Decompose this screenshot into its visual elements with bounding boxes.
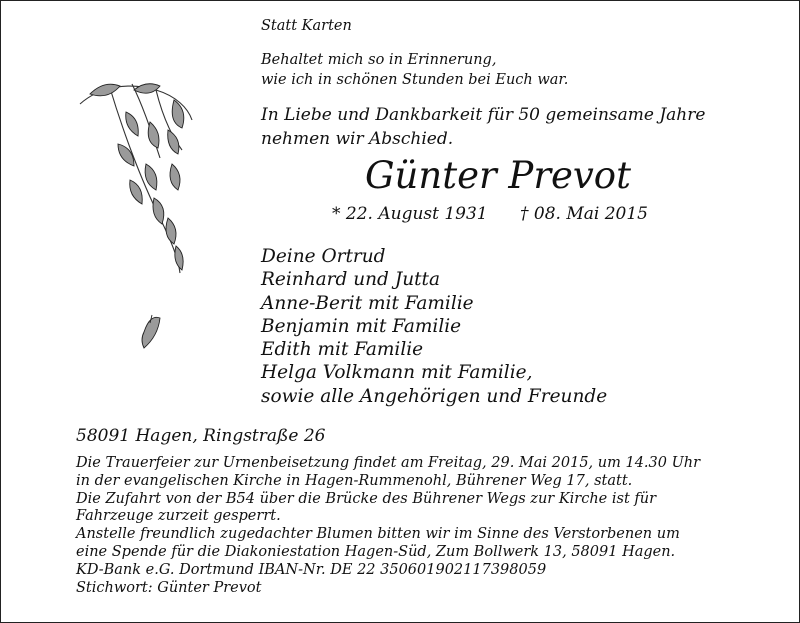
death-date: † 08. Mai 2015: [520, 204, 648, 224]
intro-line: In Liebe und Dankbarkeit für 50 gemeinsame Jahre: [261, 105, 706, 125]
deceased-name: Günter Prevot: [365, 154, 631, 197]
address: 58091 Hagen, Ringstraße 26: [76, 426, 326, 446]
mourner: sowie alle Angehörigen und Freunde: [261, 385, 608, 407]
mourner: Anne-Berit mit Familie: [261, 292, 474, 314]
funeral-details: [76, 455, 700, 597]
detail-line: Stichwort: Günter Prevot: [76, 579, 262, 596]
detail-line: Die Trauerfeier zur Urnenbeisetzung findet am Freitag, 29. Mai 2015, um 14.30 Uhr: [76, 455, 701, 471]
detail-line: Fahrzeuge zurzeit gesperrt.: [76, 508, 281, 525]
verse-line: Behaltet mich so in Erinnerung,: [261, 52, 497, 68]
detail-line: Anstelle freundlich zugedachter Blumen bitten wir im Sinne des Verstorbenen um: [76, 526, 680, 543]
detail-line: KD-Bank e.G. Dortmund IBAN-Nr. DE 22 350601902117398059: [76, 561, 547, 578]
mourner: Deine Ortrud: [261, 246, 386, 267]
birth-date: * 22. August 1931: [332, 204, 488, 224]
intro-line: nehmen wir Abschied.: [261, 129, 454, 149]
statt-karten: Statt Karten: [261, 18, 352, 34]
mourner: Reinhard und Jutta: [261, 269, 441, 291]
mourner: Helga Volkmann mit Familie,: [261, 362, 533, 384]
detail-line: eine Spende für die Diakoniestation Hagen-Süd, Zum Bollwerk 13, 58091 Hagen.: [76, 543, 676, 560]
intro: [261, 103, 705, 151]
birch-branch-icon: [60, 68, 200, 378]
mourner: Edith mit Familie: [261, 339, 424, 361]
verse: [261, 50, 568, 90]
detail-line: Die Zufahrt von der B54 über die Brücke des Bührener Wegs zur Kirche ist für: [76, 490, 657, 507]
detail-line: in der evangelischen Kirche in Hagen-Rummenohl, Bührener Weg 17, statt.: [76, 472, 633, 489]
mourner-list: [261, 245, 607, 408]
verse-line: wie ich in schönen Stunden bei Euch war.: [261, 72, 569, 88]
mourner: Benjamin mit Familie: [261, 315, 462, 337]
